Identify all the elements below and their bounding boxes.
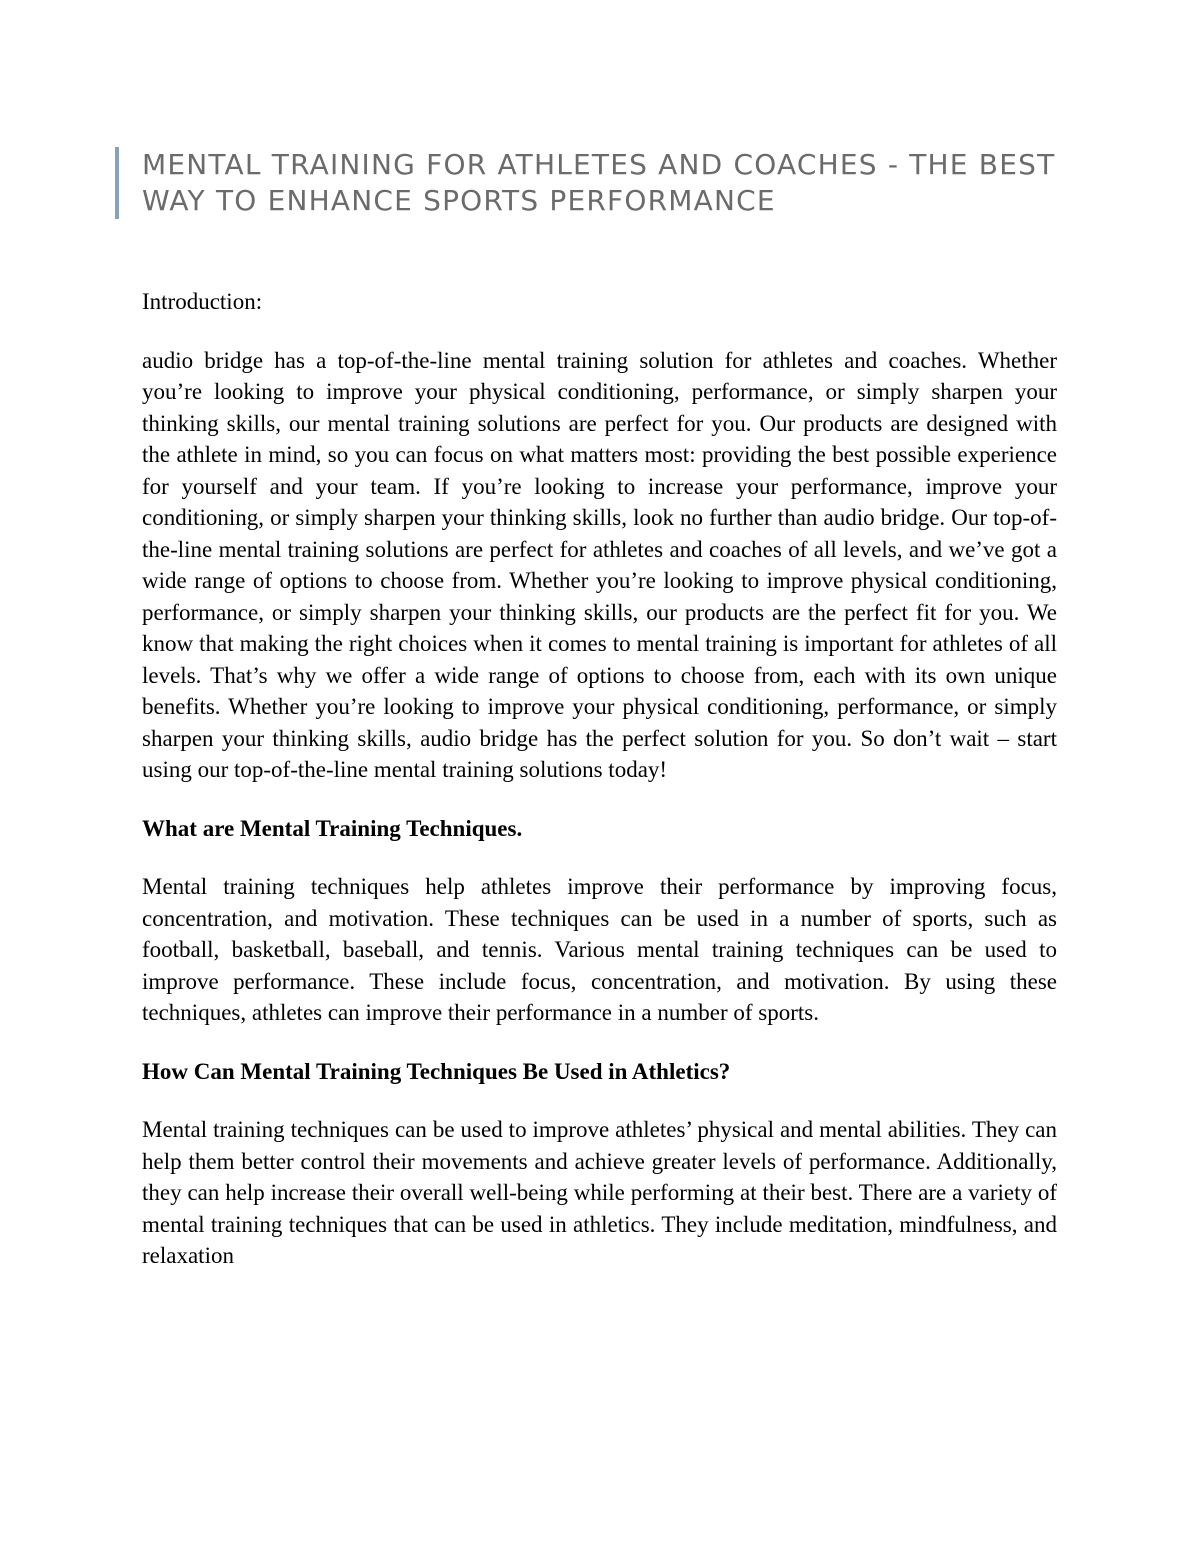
title-block — [115, 147, 1102, 219]
section-paragraph-techniques: Mental training techniques help athletes improve their performance by improving focus, concentration, and motivation. These techniques can be used in a number of sports, such as football, basketball, baseball, and tennis. Various mental training techniques can be used to improve performance. These include focus, concentration, and motivation. By using these techniques, athletes can improve their performance in a number of sports. — [142, 874, 1057, 1025]
intro-label: Introduction: — [142, 289, 263, 314]
section-paragraph-athletics: Mental training techniques can be used to improve athletes’ physical and mental abilities. They can help them better control their movements and achieve greater levels of performance. Additionally, they can help increase their overall well-being while performing at their best. There are a variety of mental training techniques that can be used in athletics. They include meditation, mindfulness, and relaxation — [142, 1117, 1057, 1268]
document-body — [142, 286, 1057, 1272]
intro-paragraph: audio bridge has a top-of-the-line mental training solution for athletes and coaches. Whether you’re looking to improve your physical conditioning, performance, or simply sharpen your thinking skills, our mental training solutions are perfect for you. Our products are designed with the athlete in mind, so you can focus on what matters most: providing the best possible experience for yourself and your team. If you’re looking to increase your performance, improve your conditioning, or simply sharpen your thinking skills, look no further than audio bridge. Our top-of-the-line mental training solutions are perfect for athletes and coaches of all levels, and we’ve got a wide range of options to choose from. Whether you’re looking to improve physical conditioning, performance, or simply sharpen your thinking skills, our products are the perfect fit for you. We know that making the right choices when it comes to mental training is important for athletes of all levels. That’s why we offer a wide range of options to choose from, each with its own unique benefits. Whether you’re looking to improve your physical conditioning, performance, or simply sharpen your thinking skills, audio bridge has the perfect solution for you. So don’t wait – start using our top-of-the-line mental training solutions today! — [142, 347, 1057, 782]
section-heading-techniques: What are Mental Training Techniques. — [142, 815, 523, 841]
document-title: MENTAL TRAINING FOR ATHLETES AND COACHES - THE BEST WAY TO ENHANCE SPORTS PERFORMANCE — [142, 148, 1056, 217]
section-heading-athletics: How Can Mental Training Techniques Be Used in Athletics? — [142, 1058, 731, 1084]
